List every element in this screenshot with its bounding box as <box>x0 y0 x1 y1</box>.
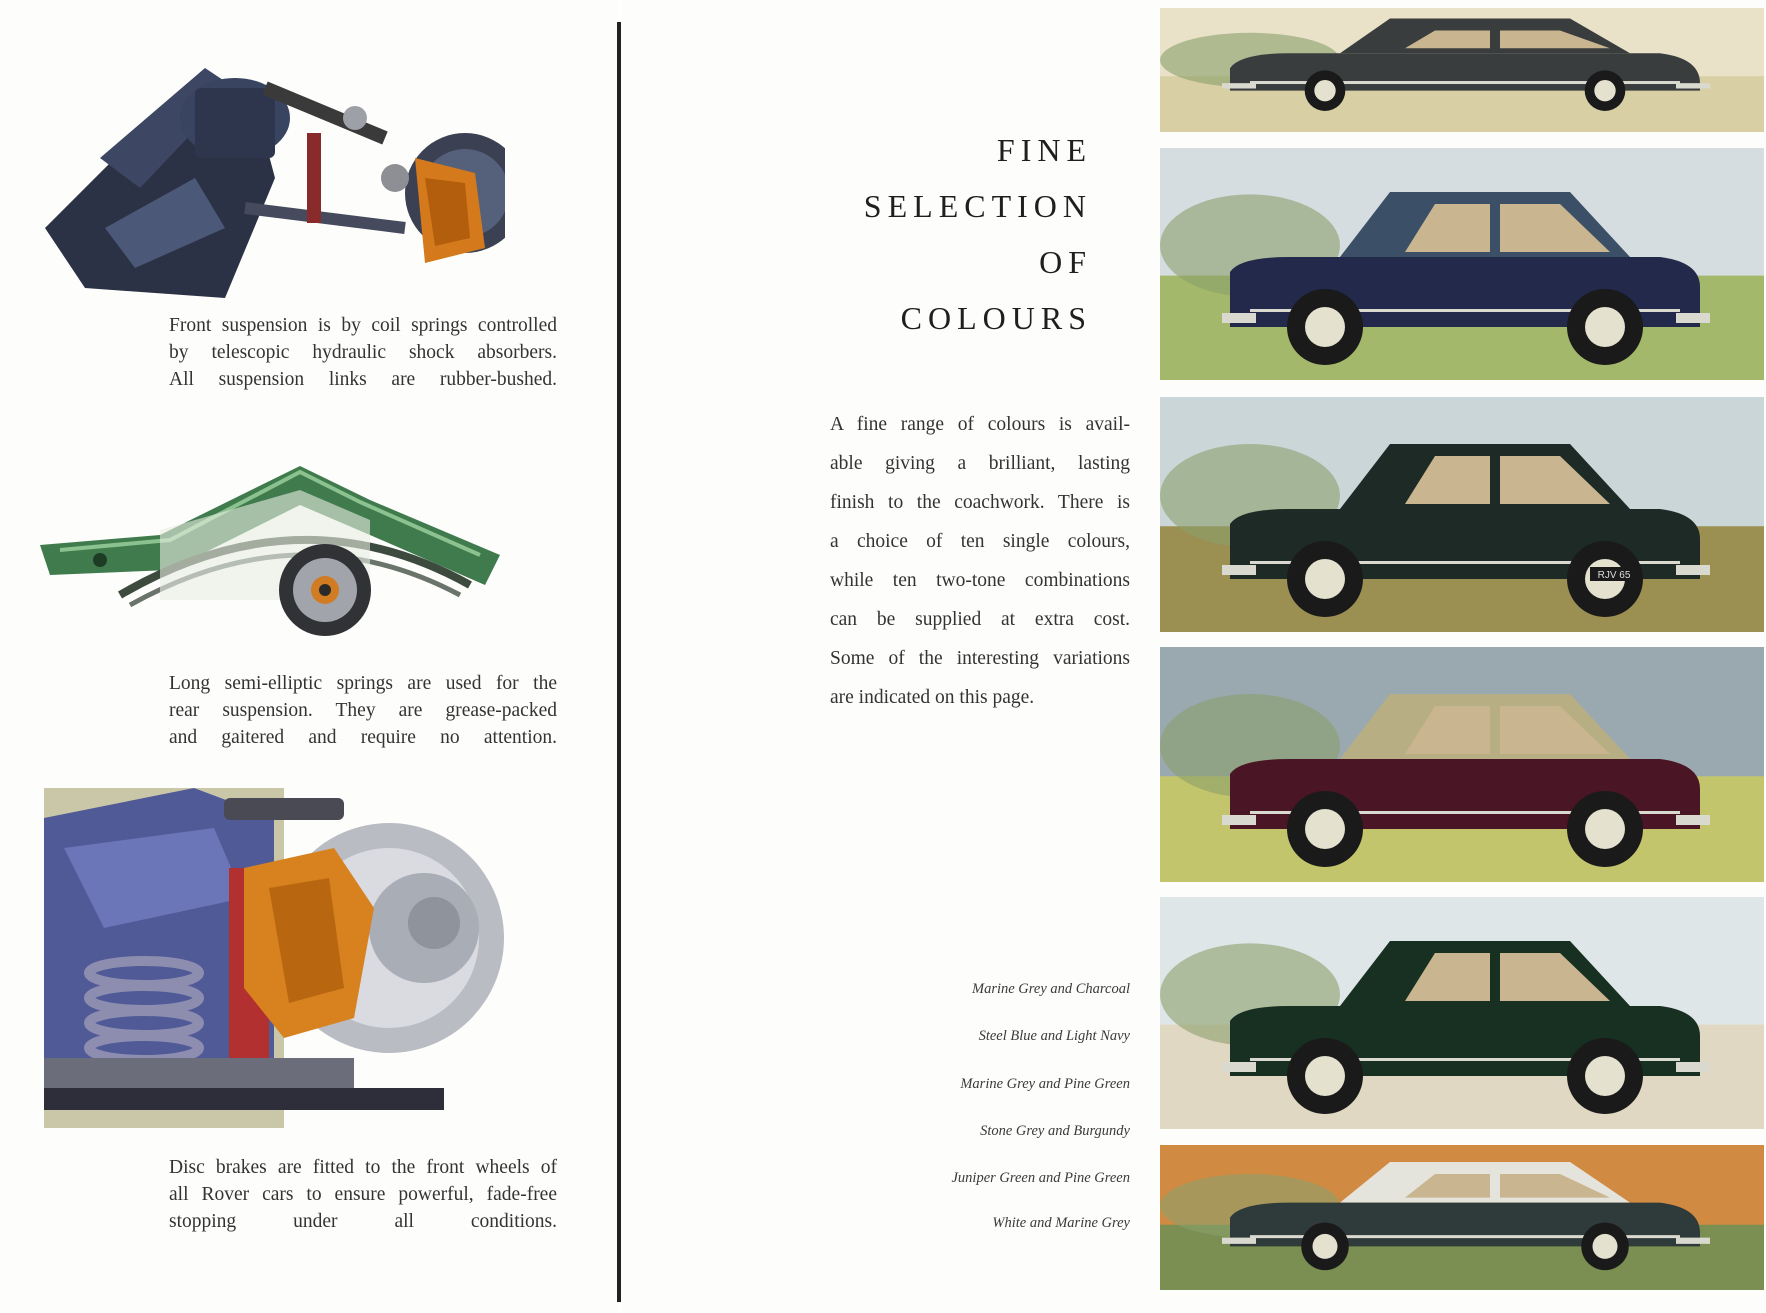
disc-brake-caption <box>169 1154 557 1235</box>
rear-spring-illustration <box>40 460 510 650</box>
body-line: able giving a brilliant, lasting <box>830 453 1130 474</box>
body-line: A fine range of colours is avail- <box>830 414 1130 435</box>
car-body <box>1230 53 1700 90</box>
caption-line: Front suspension is by coil springs controlled <box>169 315 557 336</box>
car-illustration-2 <box>1160 148 1764 380</box>
front-bumper <box>1222 815 1256 825</box>
caption-line: by telescopic hydraulic shock absorbers. <box>169 342 557 363</box>
heading-line: FINE <box>996 132 1092 168</box>
hubcap <box>1305 307 1345 347</box>
hubcap <box>1585 1056 1625 1096</box>
front-bumper <box>1222 565 1256 575</box>
colours-body-text <box>830 405 1130 717</box>
car-illustration-3 <box>1160 397 1764 632</box>
hubcap <box>1305 809 1345 849</box>
front-bumper <box>1222 83 1256 88</box>
colour-combination-label: Juniper Green and Pine Green <box>951 1170 1130 1186</box>
caption-line: all Rover cars to ensure powerful, fade-free <box>169 1184 557 1205</box>
number-plate <box>1590 567 1638 581</box>
hubcap <box>1305 1056 1345 1096</box>
car-illustration-4 <box>1160 647 1764 882</box>
heading-line: COLOURS <box>900 300 1092 336</box>
caption-line: Disc brakes are fitted to the front wheels of <box>169 1157 557 1178</box>
body-line: while ten two-tone combinations <box>830 570 1130 591</box>
page-heading <box>792 122 1092 346</box>
hubcap <box>1313 1234 1338 1259</box>
body-line: finish to the coachwork. There is <box>830 492 1130 513</box>
disc-brake-illustration <box>44 788 504 1133</box>
hubcap <box>1585 307 1625 347</box>
body-line: Some of the interesting variations <box>830 648 1130 669</box>
colour-combination-label: Marine Grey and Charcoal <box>972 981 1130 997</box>
caption-line: Long semi-elliptic springs are used for the <box>169 673 557 694</box>
rear-bumper <box>1676 83 1710 88</box>
caption-line: and gaitered and require no attention. <box>169 727 557 748</box>
colour-combination-label: Steel Blue and Light Navy <box>978 1028 1130 1044</box>
car-illustration-6 <box>1160 1145 1764 1290</box>
colour-combination-label: White and Marine Grey <box>992 1215 1130 1231</box>
front-bumper <box>1222 313 1256 323</box>
rear-suspension-caption <box>169 670 557 751</box>
colour-combination-label: Marine Grey and Pine Green <box>960 1076 1130 1092</box>
car-illustration-1 <box>1160 8 1764 132</box>
rear-bumper <box>1676 1238 1710 1244</box>
caption-line: All suspension links are rubber-bushed. <box>169 369 557 390</box>
hubcap <box>1585 809 1625 849</box>
rear-bumper <box>1676 1062 1710 1072</box>
body-line: a choice of ten single colours, <box>830 531 1130 552</box>
hubcap <box>1314 80 1335 101</box>
heading-line: SELECTION <box>863 188 1092 224</box>
body-line: can be supplied at extra cost. <box>830 609 1130 630</box>
car-body <box>1230 1203 1700 1247</box>
caption-line: stopping under all conditions. <box>169 1211 557 1232</box>
front-bumper <box>1222 1238 1256 1244</box>
rear-bumper <box>1676 565 1710 575</box>
body-line: are indicated on this page. <box>830 687 1035 708</box>
car-illustration-5 <box>1160 897 1764 1129</box>
front-bumper <box>1222 1062 1256 1072</box>
hubcap <box>1305 559 1345 599</box>
colour-combination-label: Stone Grey and Burgundy <box>980 1123 1130 1139</box>
rear-bumper <box>1676 313 1710 323</box>
gutter-line <box>617 22 621 1302</box>
hubcap <box>1593 1234 1618 1259</box>
front-suspension-illustration <box>45 28 505 303</box>
svg-text:RJV 65: RJV 65 <box>1597 570 1631 581</box>
front-suspension-caption <box>169 312 557 393</box>
heading-line: OF <box>1039 244 1092 280</box>
rear-bumper <box>1676 815 1710 825</box>
caption-line: rear suspension. They are grease-packed <box>169 700 557 721</box>
hubcap <box>1594 80 1615 101</box>
